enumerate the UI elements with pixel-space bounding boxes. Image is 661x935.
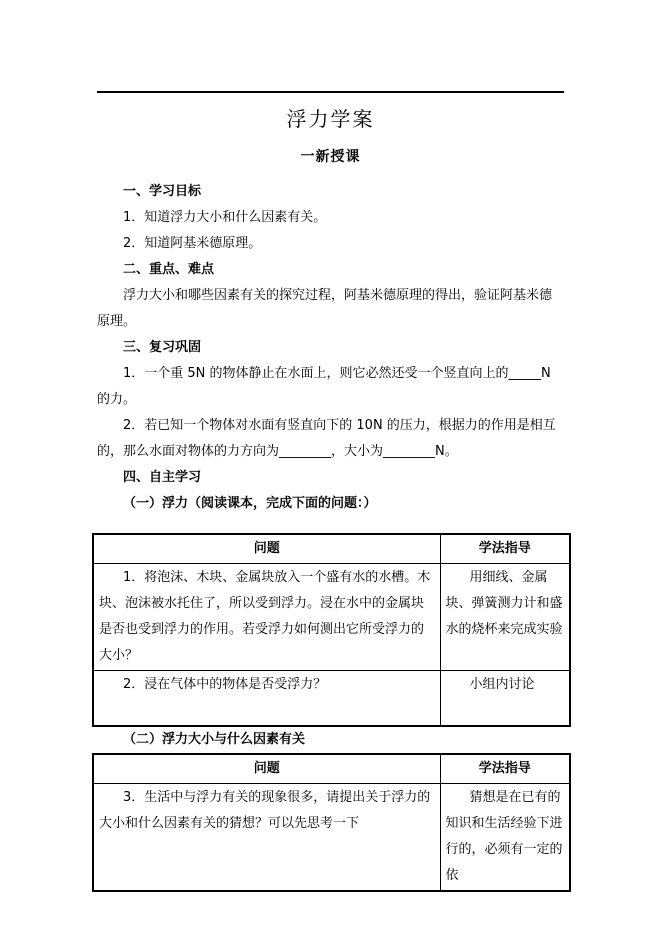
goal-item-1: 1．知道浮力大小和什么因素有关。 xyxy=(123,210,327,225)
question-cell xyxy=(93,671,440,727)
guidance-cell xyxy=(440,671,570,727)
heading-key-points: 二、重点、难点 xyxy=(123,262,215,277)
guidance-text: 猜想是在已有的知识和生活经验下进行的，必须有一定的依 xyxy=(445,790,563,883)
doc-subtitle: 一新授课 xyxy=(300,149,361,165)
header-rule-divider xyxy=(97,91,564,93)
table-factor-questions xyxy=(92,753,571,892)
heading-review: 三、复习巩固 xyxy=(123,340,202,355)
doc-title: 浮力学案 xyxy=(286,107,375,131)
question-text: 2．浸在气体中的物体是否受浮力？ xyxy=(123,677,327,692)
column-header-question: 问题 xyxy=(93,754,440,784)
review-item-2: 2．若已知一个物体对水面有竖直向下的 10N 的压力，根据力的作用是相互的，那么水面对物体的力方向为________，大小为________N。 xyxy=(97,418,556,459)
table-header-row xyxy=(93,534,570,564)
question-text: 1．将泡沫、木块、金属块放入一个盛有水的水槽。木块、泡沫被水托住了，所以受到浮力。浸在水中的金属块是否也受到浮力的作用。若受浮力如何测出它所受浮力的大小？ xyxy=(99,570,431,663)
table-header-row xyxy=(93,754,570,784)
key-points-body: 浮力大小和哪些因素有关的探究过程，阿基米德原理的得出，验证阿基米德原理。 xyxy=(97,288,553,329)
document-content xyxy=(0,91,661,892)
guidance-text: 用细线、金属块、弹簧测力计和盛水的烧杯来完成实验 xyxy=(445,570,563,637)
heading-part2-factors: （二）浮力大小与什么因素有关 xyxy=(123,732,306,747)
question-cell xyxy=(93,564,440,671)
column-header-question: 问题 xyxy=(93,534,440,564)
table-row xyxy=(93,564,570,671)
guidance-cell xyxy=(440,564,570,671)
table-row xyxy=(93,784,570,892)
table-buoyancy-questions xyxy=(92,533,571,727)
column-header-guidance: 学法指导 xyxy=(440,754,570,784)
heading-self-study: 四、自主学习 xyxy=(123,470,202,485)
question-text: 3．生活中与浮力有关的现象很多，请提出关于浮力的大小和什么因素有关的猜想？可以先思考一下 xyxy=(99,790,431,831)
doc-body xyxy=(97,179,564,892)
review-item-1: 1．一个重 5N 的物体静止在水面上，则它必然还受一个竖直向上的_____N 的力。 xyxy=(97,366,551,407)
guidance-text: 小组内讨论 xyxy=(469,677,535,692)
guidance-cell xyxy=(440,784,570,892)
goal-item-2: 2．知道阿基米德原理。 xyxy=(123,236,262,251)
heading-part1-buoyancy: （一）浮力（阅读课本，完成下面的问题：） xyxy=(123,496,377,511)
question-cell xyxy=(93,784,440,892)
column-header-guidance: 学法指导 xyxy=(440,534,570,564)
table-row xyxy=(93,671,570,727)
heading-learning-goals: 一、学习目标 xyxy=(123,184,202,199)
